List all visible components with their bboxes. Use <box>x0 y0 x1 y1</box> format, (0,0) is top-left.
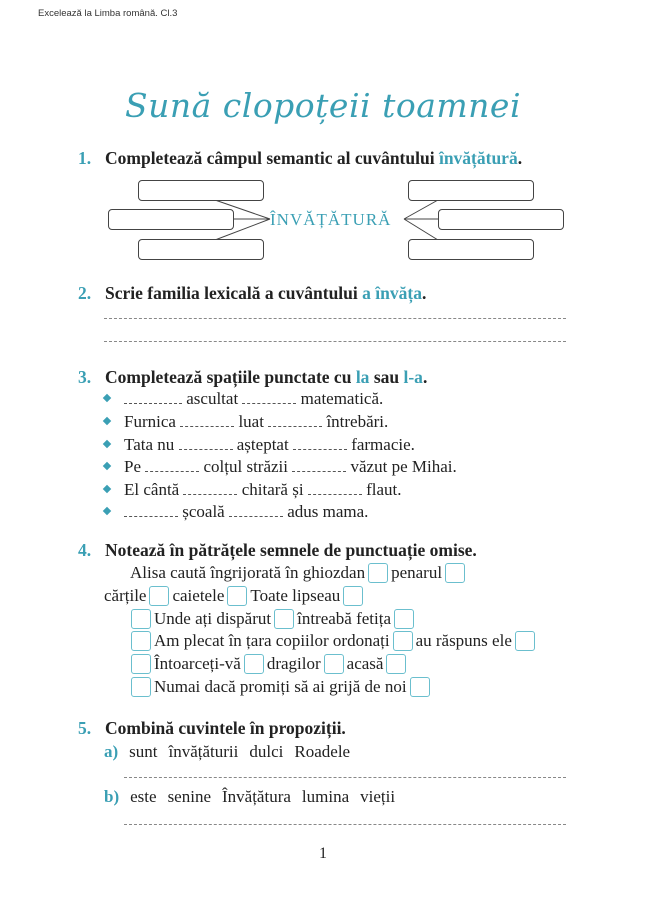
punctuation-line: Numai dacă promiți să ai grijă de noi <box>128 677 433 698</box>
center-word: ÎNVĂȚĂTURĂ <box>270 210 392 229</box>
answer-line[interactable] <box>104 318 566 319</box>
answer-line[interactable] <box>104 341 566 342</box>
bullet-icon <box>103 507 111 515</box>
punctuation-box[interactable] <box>244 654 264 674</box>
punctuation-box[interactable] <box>149 586 169 606</box>
blank-space[interactable] <box>124 506 178 517</box>
punctuation-line: cărțile caietele Toate lipseau <box>104 586 366 607</box>
punctuation-box[interactable] <box>131 654 151 674</box>
punctuation-box[interactable] <box>227 586 247 606</box>
page-title: Sună clopoțeii toamnei <box>125 86 521 125</box>
bullet-icon <box>103 485 111 493</box>
answer-box-right-bottom[interactable] <box>408 239 534 260</box>
blank-space[interactable] <box>268 416 322 427</box>
punctuation-line: Unde ați dispărut întreabă fetița <box>128 609 417 630</box>
punctuation-box[interactable] <box>131 609 151 629</box>
exercise-1-number: 1. <box>78 148 92 168</box>
blank-space[interactable] <box>292 461 346 472</box>
answer-box-right-middle[interactable] <box>438 209 564 230</box>
punctuation-box[interactable] <box>131 631 151 651</box>
punctuation-box[interactable] <box>445 563 465 583</box>
punctuation-line: Am plecat în țara copiilor ordonați au răspuns ele <box>128 631 538 652</box>
blank-space[interactable] <box>229 506 283 517</box>
blank-space[interactable] <box>180 416 234 427</box>
punctuation-box[interactable] <box>515 631 535 651</box>
punctuation-box[interactable] <box>343 586 363 606</box>
exercise-3-item: ascultat matematică. <box>104 389 383 409</box>
exercise-1-instruction: Completează câmpul semantic al cuvântului învățătură. <box>105 148 523 168</box>
punctuation-box[interactable] <box>394 609 414 629</box>
punctuation-box[interactable] <box>410 677 430 697</box>
answer-line[interactable] <box>124 824 566 825</box>
punctuation-box[interactable] <box>274 609 294 629</box>
answer-box-left-middle[interactable] <box>108 209 234 230</box>
exercise-3-item: Pe colțul străzii văzut pe Mihai. <box>104 457 457 477</box>
exercise-4-number: 4. <box>78 540 92 560</box>
punctuation-box[interactable] <box>386 654 406 674</box>
exercise-5-number: 5. <box>78 718 92 738</box>
punctuation-box[interactable] <box>324 654 344 674</box>
exercise-3-number: 3. <box>78 367 92 387</box>
exercise-3-item: școală adus mama. <box>104 502 368 522</box>
punctuation-box[interactable] <box>368 563 388 583</box>
blank-space[interactable] <box>308 484 362 495</box>
bullet-icon <box>103 440 111 448</box>
exercise-2-number: 2. <box>78 283 92 303</box>
punctuation-box[interactable] <box>393 631 413 651</box>
punctuation-box[interactable] <box>131 677 151 697</box>
blank-space[interactable] <box>183 484 237 495</box>
exercise-3-instruction: Completează spațiile punctate cu la sau l-a. <box>105 367 428 387</box>
blank-space[interactable] <box>124 393 182 404</box>
exercise-4-instruction: Notează în pătrățele semnele de punctuație omise. <box>105 540 477 560</box>
word-set-a: a) sunt învățăturii dulci Roadele <box>104 742 351 761</box>
bullet-icon <box>103 417 111 425</box>
bullet-icon <box>103 462 111 470</box>
punctuation-line: Alisa caută îngrijorată în ghiozdan penarul <box>130 563 468 584</box>
blank-space[interactable] <box>293 439 347 450</box>
exercise-3-item: El cântă chitară și flaut. <box>104 480 401 500</box>
answer-box-right-top[interactable] <box>408 180 534 201</box>
exercise-3-item: Tata nu așteptat farmacie. <box>104 435 415 455</box>
blank-space[interactable] <box>145 461 199 472</box>
page-number: 1 <box>319 845 327 862</box>
bullet-icon <box>103 394 111 402</box>
exercise-2-instruction: Scrie familia lexicală a cuvântului a învăța. <box>105 283 427 303</box>
answer-box-left-bottom[interactable] <box>138 239 264 260</box>
word-set-b: b) este senine Învățătura lumina vieții <box>104 787 396 806</box>
blank-space[interactable] <box>242 393 296 404</box>
punctuation-line: Întoarceți-vă dragilor acasă <box>128 654 409 675</box>
exercise-3-item: Furnica luat întrebări. <box>104 412 388 432</box>
exercise-5-instruction: Combină cuvintele în propoziții. <box>105 718 346 738</box>
book-header: Excelează la Limba română. Cl.3 <box>38 8 178 19</box>
blank-space[interactable] <box>179 439 233 450</box>
answer-box-left-top[interactable] <box>138 180 264 201</box>
answer-line[interactable] <box>124 777 566 778</box>
